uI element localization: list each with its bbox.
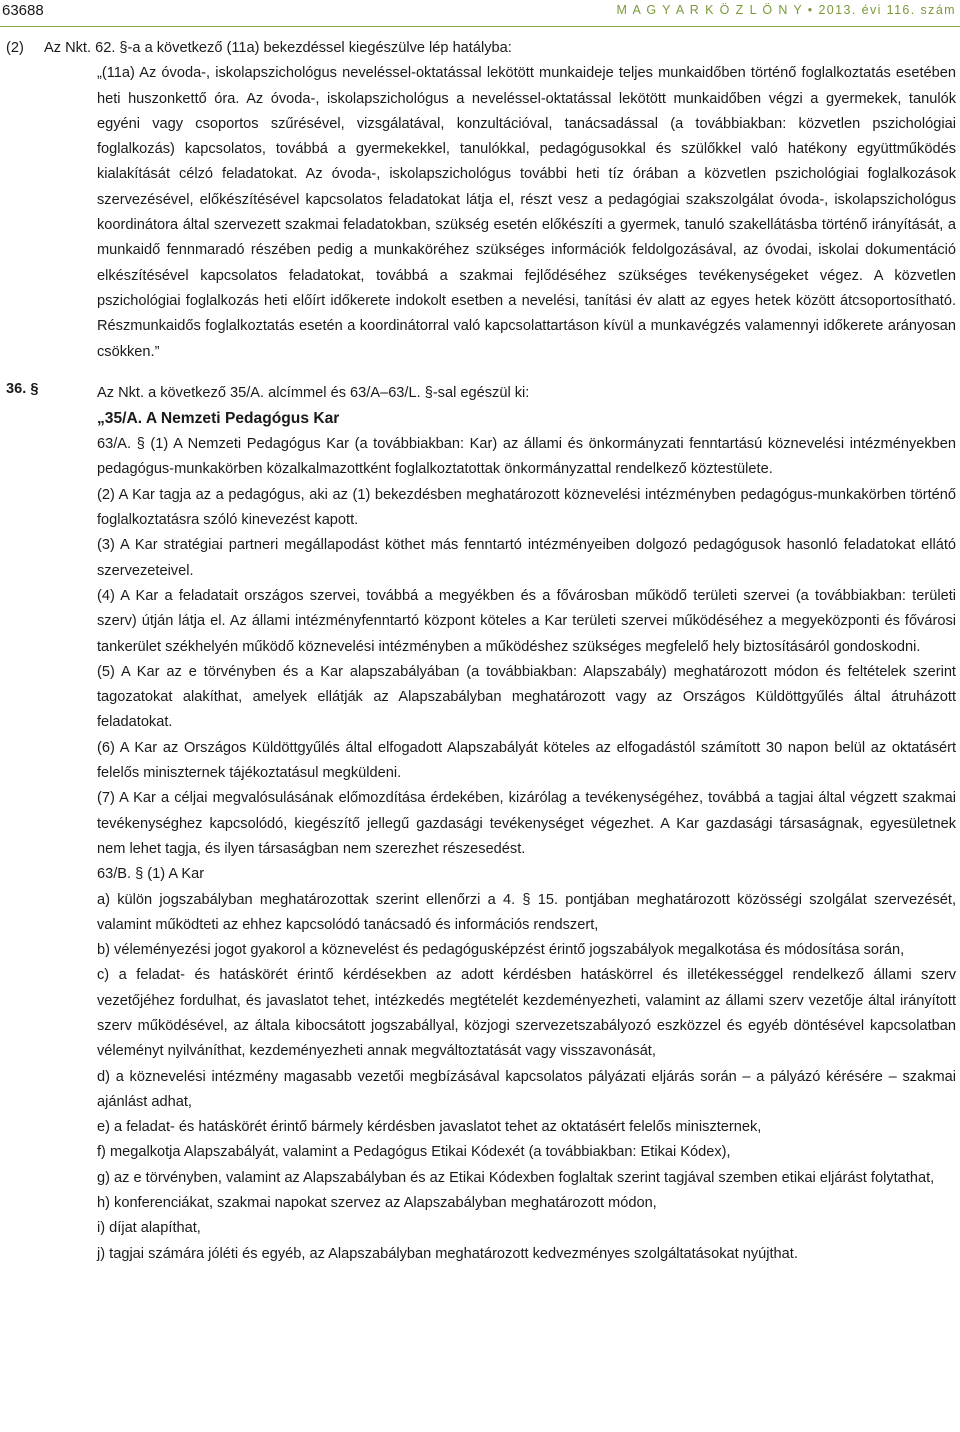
- header-rule: [0, 26, 960, 27]
- section-36: [6, 381, 956, 1267]
- paragraph: g) az e törvényben, valamint az Alapszabályban és az Etikai Kódexben foglaltak szerint tagjával szemben etikai eljárást folytathat,: [97, 1169, 935, 1186]
- subtitle-heading: „35/A. A Nemzeti Pedagógus Kar: [97, 410, 340, 428]
- section-intro: Az Nkt. a következő 35/A. alcímmel és 63/A–63/L. §-sal egészül ki:: [97, 384, 530, 401]
- paragraph: f) megalkotja Alapszabályát, valamint a Pedagógus Etikai Kódexét (a továbbiakban: Etikai Kódex),: [97, 1144, 731, 1161]
- paragraph: i) díjat alapíthat,: [97, 1220, 201, 1237]
- paragraph: 63/A. § (1) A Nemzeti Pedagógus Kar (a továbbiakban: Kar) az állami és önkormányzati fenntartású köznevelési intézményekben pedagógus-munkakörben közalkalmazottként foglalkoztatottak önkormányzattal rendelkező köztestülete.: [97, 436, 956, 478]
- page-header: [0, 0, 960, 24]
- paragraph: (3) A Kar stratégiai partneri megállapodást köthet más fenntartó intézményeiben dolgozó pedagógusok hasonló feladatokat ellátó szervezeteivel.: [97, 537, 956, 579]
- paragraph: (4) A Kar a feladatait országos szervei, továbbá a megyékben és a fővárosban működő területi szervei (a továbbiakban: területi szerv) útján látja el. Az állami intézményfenntartó központ köteles a Kar területi szervei működéséhez a megyeközponti és fővárosi tankerület székhelyén működő köznevelési intézményben a működéshez szükséges megfelelő hely biztosításáról gondoskodni.: [97, 587, 956, 655]
- section-paragraphs: [6, 432, 956, 1267]
- running-head: M A G Y A R K Ö Z L Ö N Y • 2013. évi 116. szám: [616, 3, 956, 17]
- paragraph: (6) A Kar az Országos Küldöttgyűlés által elfogadott Alapszabályát köteles az elfogadástól számított 30 napon belül az oktatásért felelős miniszternek tájékoztatásul megküldeni.: [97, 739, 956, 782]
- paragraph: e) a feladat- és hatáskörét érintő bármely kérdésben javaslatot tehet az oktatásért felelős miniszternek,: [97, 1119, 762, 1136]
- paragraph: h) konferenciákat, szakmai napokat szervez az Alapszabályban meghatározott módon,: [97, 1195, 657, 1212]
- paragraph: 63/B. § (1) A Kar: [97, 866, 205, 883]
- paragraph: c) a feladat- és hatáskörét érintő kérdésekben az adott kérdésben hatáskörrel és illetékességgel rendelkező állami szerv vezetőjéhez fordulhat, és javaslatot tehet, intézkedés megtételét kezdeményezheti, valamint az állami szerv vezetője által irányított szerv működésével, az általa kibocsátott jogszabállyal, közjogi szervezetszabályozó eszközzel és egyéb döntésével kapcsolatban véleményt nyilváníthat, kezdeményezheti annak megváltoztatását vagy visszavonását,: [97, 967, 956, 1060]
- paragraph: (7) A Kar a céljai megvalósulásának előmozdítása érdekében, kizárólag a tevékenységéhez, továbbá a tagjai által végzett szakmai tevékenységhez kapcsolódó, kiegészítő jellegű gazdasági tevékenységet végezhet. A Kar gazdasági társaságnak, egyesületnek nem lehet tagja, és ilyen társaságban nem szerezhet részesedést.: [97, 790, 956, 857]
- amendment-label: (2): [6, 40, 24, 56]
- paragraph: a) külön jogszabályban meghatározottak szerint ellenőrzi a 4. § 15. pontjában meghatározott közösségi szolgálat szervezését, valamint működteti az ehhez kapcsolódó tanácsadó és információs rendszert,: [97, 891, 956, 933]
- paragraph: j) tagjai számára jóléti és egyéb, az Alapszabályban meghatározott kedvezményes szolgáltatásokat nyújthat.: [97, 1245, 798, 1262]
- amendment-text: „(11a) Az óvoda-, iskolapszichológus neveléssel-oktatással lekötött munkaideje teljes munkaidőben történő foglalkoztatás esetében heti huszonkettő óra. Az óvoda-, iskolapszichológus a neveléssel-oktatással lekötött munkaidőben végzi a gyermekek, tanulók egyéni vagy csoportos szűrésével, vizsgálatával, konzultációval, tanácsadással (a továbbiakban: közvetlen pszichológiai foglalkozás) kapcsolatos, továbbá a gyermekekkel, tanulókkal, pedagógusokkal és szülőkkel való hatékony együttműködés kialakítását célzó feladatokat. Az óvoda-, iskolapszichológus további heti tíz órában a közvetlen pszichológiai foglalkozások szervezésével, előkészítésével kapcsolatos feladatokat látja el, részt vesz a pedagógiai szakszolgálat óvoda-, iskolapszichológus koordinátora által szervezett szakmai feladatokban, szükség esetén előkészíti a gyermek, tanuló szakellátásba történő irányítását, a munkaidő fennmaradó részében pedig a munkaköréhez szükséges információk feldolgozásával, az óvodai, iskolai dokumentáció elkészítésével kapcsolatos feladatokat, továbbá a szakmai fejlődéséhez szükséges tevékenységeket végez. A közvetlen pszichológiai foglalkozás heti előírt időkerete indokolt esetben a nevelési, tanítási év alatt az egyes hetek között átcsoportosítható. Részmunkaidős foglalkoztatás esetén a koordinátorral való kapcsolattartáson kívül a munkavégzés valamennyi időkerete arányosan csökken.”: [97, 65, 956, 360]
- paragraph: (2) A Kar tagja az a pedagógus, aki az (1) bekezdésben meghatározott köznevelési intézményben pedagógus-munkakörben történő foglalkoztatásra szóló kinevezést kapott.: [97, 486, 956, 529]
- document-body: [6, 36, 956, 1267]
- amendment-intro: [6, 36, 956, 61]
- paragraph: (5) A Kar az e törvényben és a Kar alapszabályában (a továbbiakban: Alapszabály) meghatározott módon és feltételek szerint tagozatokat alakíthat, amelyek ellátják az Alapszabályban meghatározott vagy az Országos Küldöttgyűlés által átruházott feladatokat.: [97, 663, 956, 731]
- section-number: 36. §: [6, 380, 39, 397]
- paragraph: d) a köznevelési intézmény magasabb vezetői megbízásával kapcsolatos pályázati eljárás során – a pályázó kérésére – szakmai ajánlást adhat,: [97, 1068, 956, 1110]
- paragraph: b) véleményezési jogot gyakorol a köznevelést és pedagógusképzést érintő jogszabályok megalkotása és módosítása során,: [97, 942, 905, 959]
- amendment-line: Az Nkt. 62. §-a a következő (11a) bekezdéssel kiegészülve lép hatályba:: [44, 40, 512, 56]
- page-number: 63688: [2, 2, 44, 19]
